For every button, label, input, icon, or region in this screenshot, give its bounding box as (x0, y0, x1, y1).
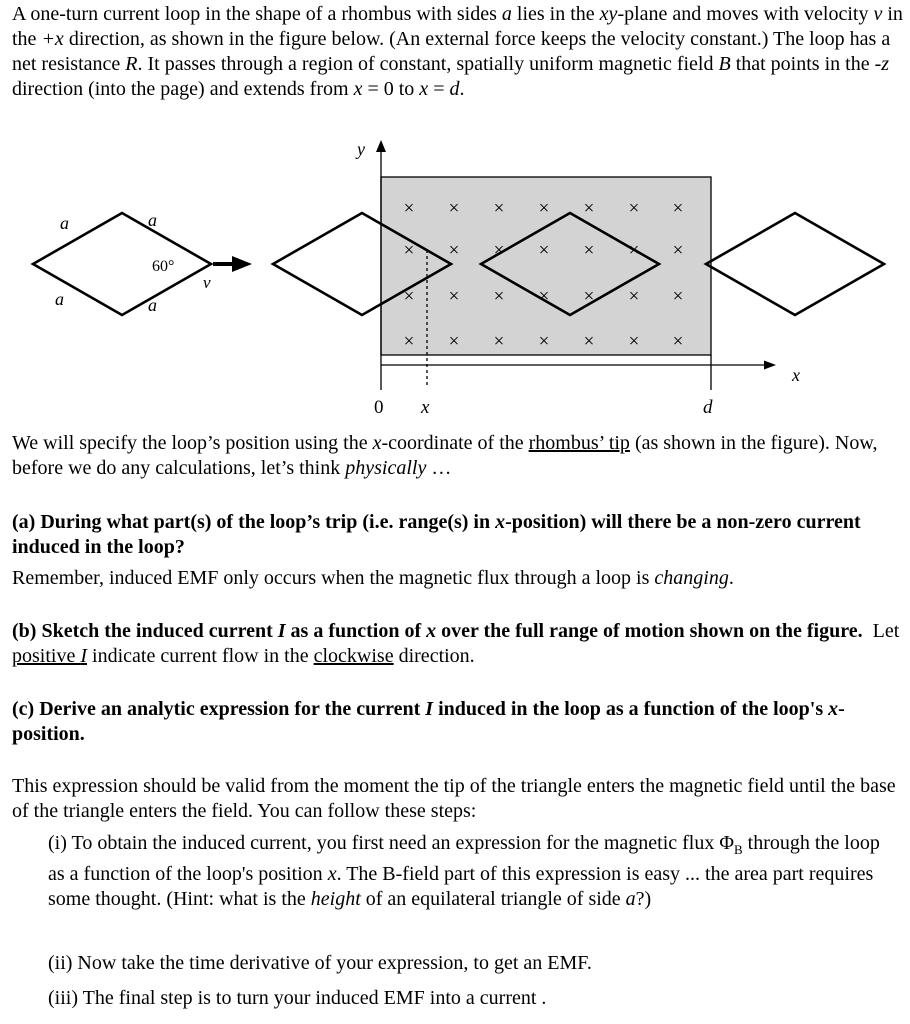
part-c-text: (c) Derive an analytic expression for the current (12, 698, 426, 720)
field-x-marker: × (538, 331, 550, 352)
intro-z-symbol: -z (874, 53, 890, 75)
field-x-marker: × (403, 286, 415, 307)
position-note-physically: physically (345, 457, 427, 479)
y-axis-arrowhead (376, 140, 386, 152)
intro-text: direction, as shown in the figure below. (An external force keeps the velocity constant.) The loop has a net resistance (12, 28, 896, 75)
field-x-marker: × (493, 331, 505, 352)
side-label-top-left: a (60, 213, 69, 233)
part-b-positive-I: I (80, 645, 88, 667)
part-b-text: Let (862, 620, 905, 642)
step-1-subscript: B (733, 842, 743, 857)
part-b-text: as a function of (285, 620, 427, 642)
x-axis-arrowhead (764, 361, 776, 370)
part-c-step-2 (48, 951, 898, 976)
field-x-marker: × (583, 198, 595, 219)
intro-direction-symbol: +x (41, 28, 64, 50)
field-x-marker: × (538, 240, 550, 261)
part-b-x: x (426, 620, 437, 642)
part-c-text: -position. (12, 698, 845, 745)
part-b-text: indicate current flow in the (87, 645, 314, 667)
part-a-text: (a) During what part(s) of the loop’s trip (i.e. range(s) in (12, 511, 496, 533)
part-c-x: x (828, 698, 839, 720)
part-b-positive: positive (12, 645, 81, 667)
field-x-marker: × (538, 286, 550, 307)
step-1-text: of an equilateral triangle of side (360, 888, 626, 910)
position-note-text: (as shown in the figure). Now, before we do any calculations, let’s think (12, 432, 883, 479)
field-x-marker: × (672, 240, 684, 261)
step-1-height: height (310, 888, 361, 910)
field-x-marker: × (628, 286, 640, 307)
step-3-text: (iii) The final step is to turn your induced EMF into a current . (48, 987, 547, 1009)
position-note-text: We will specify the loop’s position using the (12, 432, 373, 454)
y-axis-label: y (357, 139, 365, 159)
field-x-marker: × (403, 331, 415, 352)
step-1-a: a (625, 888, 636, 910)
side-label-bottom-left: a (55, 289, 64, 309)
intro-text: that points in the (730, 53, 875, 75)
part-b-text: direction. (393, 645, 475, 667)
part-a-text: -position) will there be a non-zero current induced in the loop? (12, 511, 866, 558)
field-x-marker: × (672, 286, 684, 307)
step-1-text: (i) To obtain the induced current, you first need an expression for the magnetic flux Φ (48, 832, 734, 854)
part-b-text: (b) Sketch the induced current (12, 620, 278, 642)
x-axis-label: x (792, 365, 800, 385)
part-a-reminder-text: . (728, 567, 734, 589)
angle-label: 60° (152, 258, 175, 275)
position-note-text: … (426, 457, 452, 479)
part-a-reminder-text: Remember, induced EMF only occurs when the magnetic flux through a loop is (12, 567, 655, 589)
intro-text: . It passes through a region of constant, spatially uniform magnetic field (137, 53, 719, 75)
field-x-marker: × (583, 240, 595, 261)
field-x-marker: × (493, 198, 505, 219)
part-a-x: x (495, 511, 506, 533)
origin-label: 0 (374, 397, 384, 418)
step-1-text: . The B-field part of this expression is easy ... the area part requires some thought. (Hint: what is the (48, 863, 879, 910)
intro-velocity-symbol: v (873, 3, 883, 25)
tip-position-label: x (421, 397, 430, 418)
step-1-text: ?) (635, 888, 652, 910)
part-c-step-3 (48, 986, 898, 1011)
field-x-marker: × (538, 198, 550, 219)
step-2-text: (ii) Now take the time derivative of your expression, to get an EMF. (48, 952, 592, 974)
intro-plane-symbol: xy (599, 3, 618, 25)
position-note-tip: rhombus’ tip (528, 432, 630, 454)
step-1-text: through the loop as a function of the loop's position (48, 832, 885, 885)
intro-text: = (428, 78, 450, 100)
rhombus-loop-figure (0, 134, 910, 424)
field-end-label: d (703, 397, 713, 418)
field-x-marker: × (672, 331, 684, 352)
velocity-arrowhead (232, 256, 252, 272)
field-x-marker: × (403, 240, 415, 261)
intro-text: direction (into the page) and extends from (12, 53, 895, 100)
intro-text: lies in the (511, 3, 600, 25)
step-1-x: x (327, 863, 337, 885)
intro-field-symbol: B (718, 53, 731, 75)
intro-text: . (459, 78, 465, 100)
part-c-question (12, 697, 904, 747)
field-x-marker: × (448, 286, 460, 307)
part-b-I: I (277, 620, 286, 642)
velocity-label: v (203, 273, 211, 292)
position-note-text: -coordinate of the (381, 432, 529, 454)
intro-paragraph (12, 2, 908, 102)
field-x-marker: × (583, 331, 595, 352)
part-a-question (12, 510, 904, 560)
intro-x-symbol: x (353, 78, 363, 100)
part-b (12, 619, 904, 669)
part-c-I: I (425, 698, 434, 720)
field-x-marker: × (583, 286, 595, 307)
part-c-intro (12, 774, 904, 824)
rhombus-loop-4 (706, 213, 884, 315)
field-region (381, 177, 711, 355)
field-x-marker: × (672, 198, 684, 219)
field-x-marker: × (628, 198, 640, 219)
intro-text: A one-turn current loop in the shape of a rhombus with sides (12, 3, 502, 25)
intro-text: in the (12, 3, 908, 50)
field-x-marker: × (403, 198, 415, 219)
field-x-marker: × (448, 331, 460, 352)
field-x-marker: × (493, 286, 505, 307)
part-c-intro-text: This expression should be valid from the moment the tip of the triangle enters the magnetic field until the base of the triangle enters the field. You can follow these steps: (12, 775, 901, 822)
side-label-top-right: a (148, 210, 157, 230)
field-x-marker: × (628, 240, 640, 261)
field-x-marker: × (448, 198, 460, 219)
intro-text: -plane and moves with velocity (617, 3, 874, 25)
intro-text: = 0 to (362, 78, 420, 100)
intro-resistance-symbol: R (125, 53, 138, 75)
field-x-marker: × (628, 331, 640, 352)
part-c-text: induced in the loop as a function of the loop's (433, 698, 829, 720)
intro-d-symbol: d (449, 78, 460, 100)
part-a-reminder (12, 566, 904, 591)
position-note (12, 431, 904, 481)
field-x-marker: × (448, 240, 460, 261)
field-x-marker: × (493, 240, 505, 261)
part-c-step-1 (48, 831, 898, 912)
part-b-text: over the full range of motion shown on the figure. (436, 620, 863, 642)
side-label-bottom-right: a (148, 295, 157, 315)
intro-side-symbol: a (501, 3, 512, 25)
part-b-clockwise: clockwise (313, 645, 394, 667)
position-note-x: x (372, 432, 382, 454)
intro-x-symbol: x (419, 78, 429, 100)
part-a-changing: changing (654, 567, 729, 589)
